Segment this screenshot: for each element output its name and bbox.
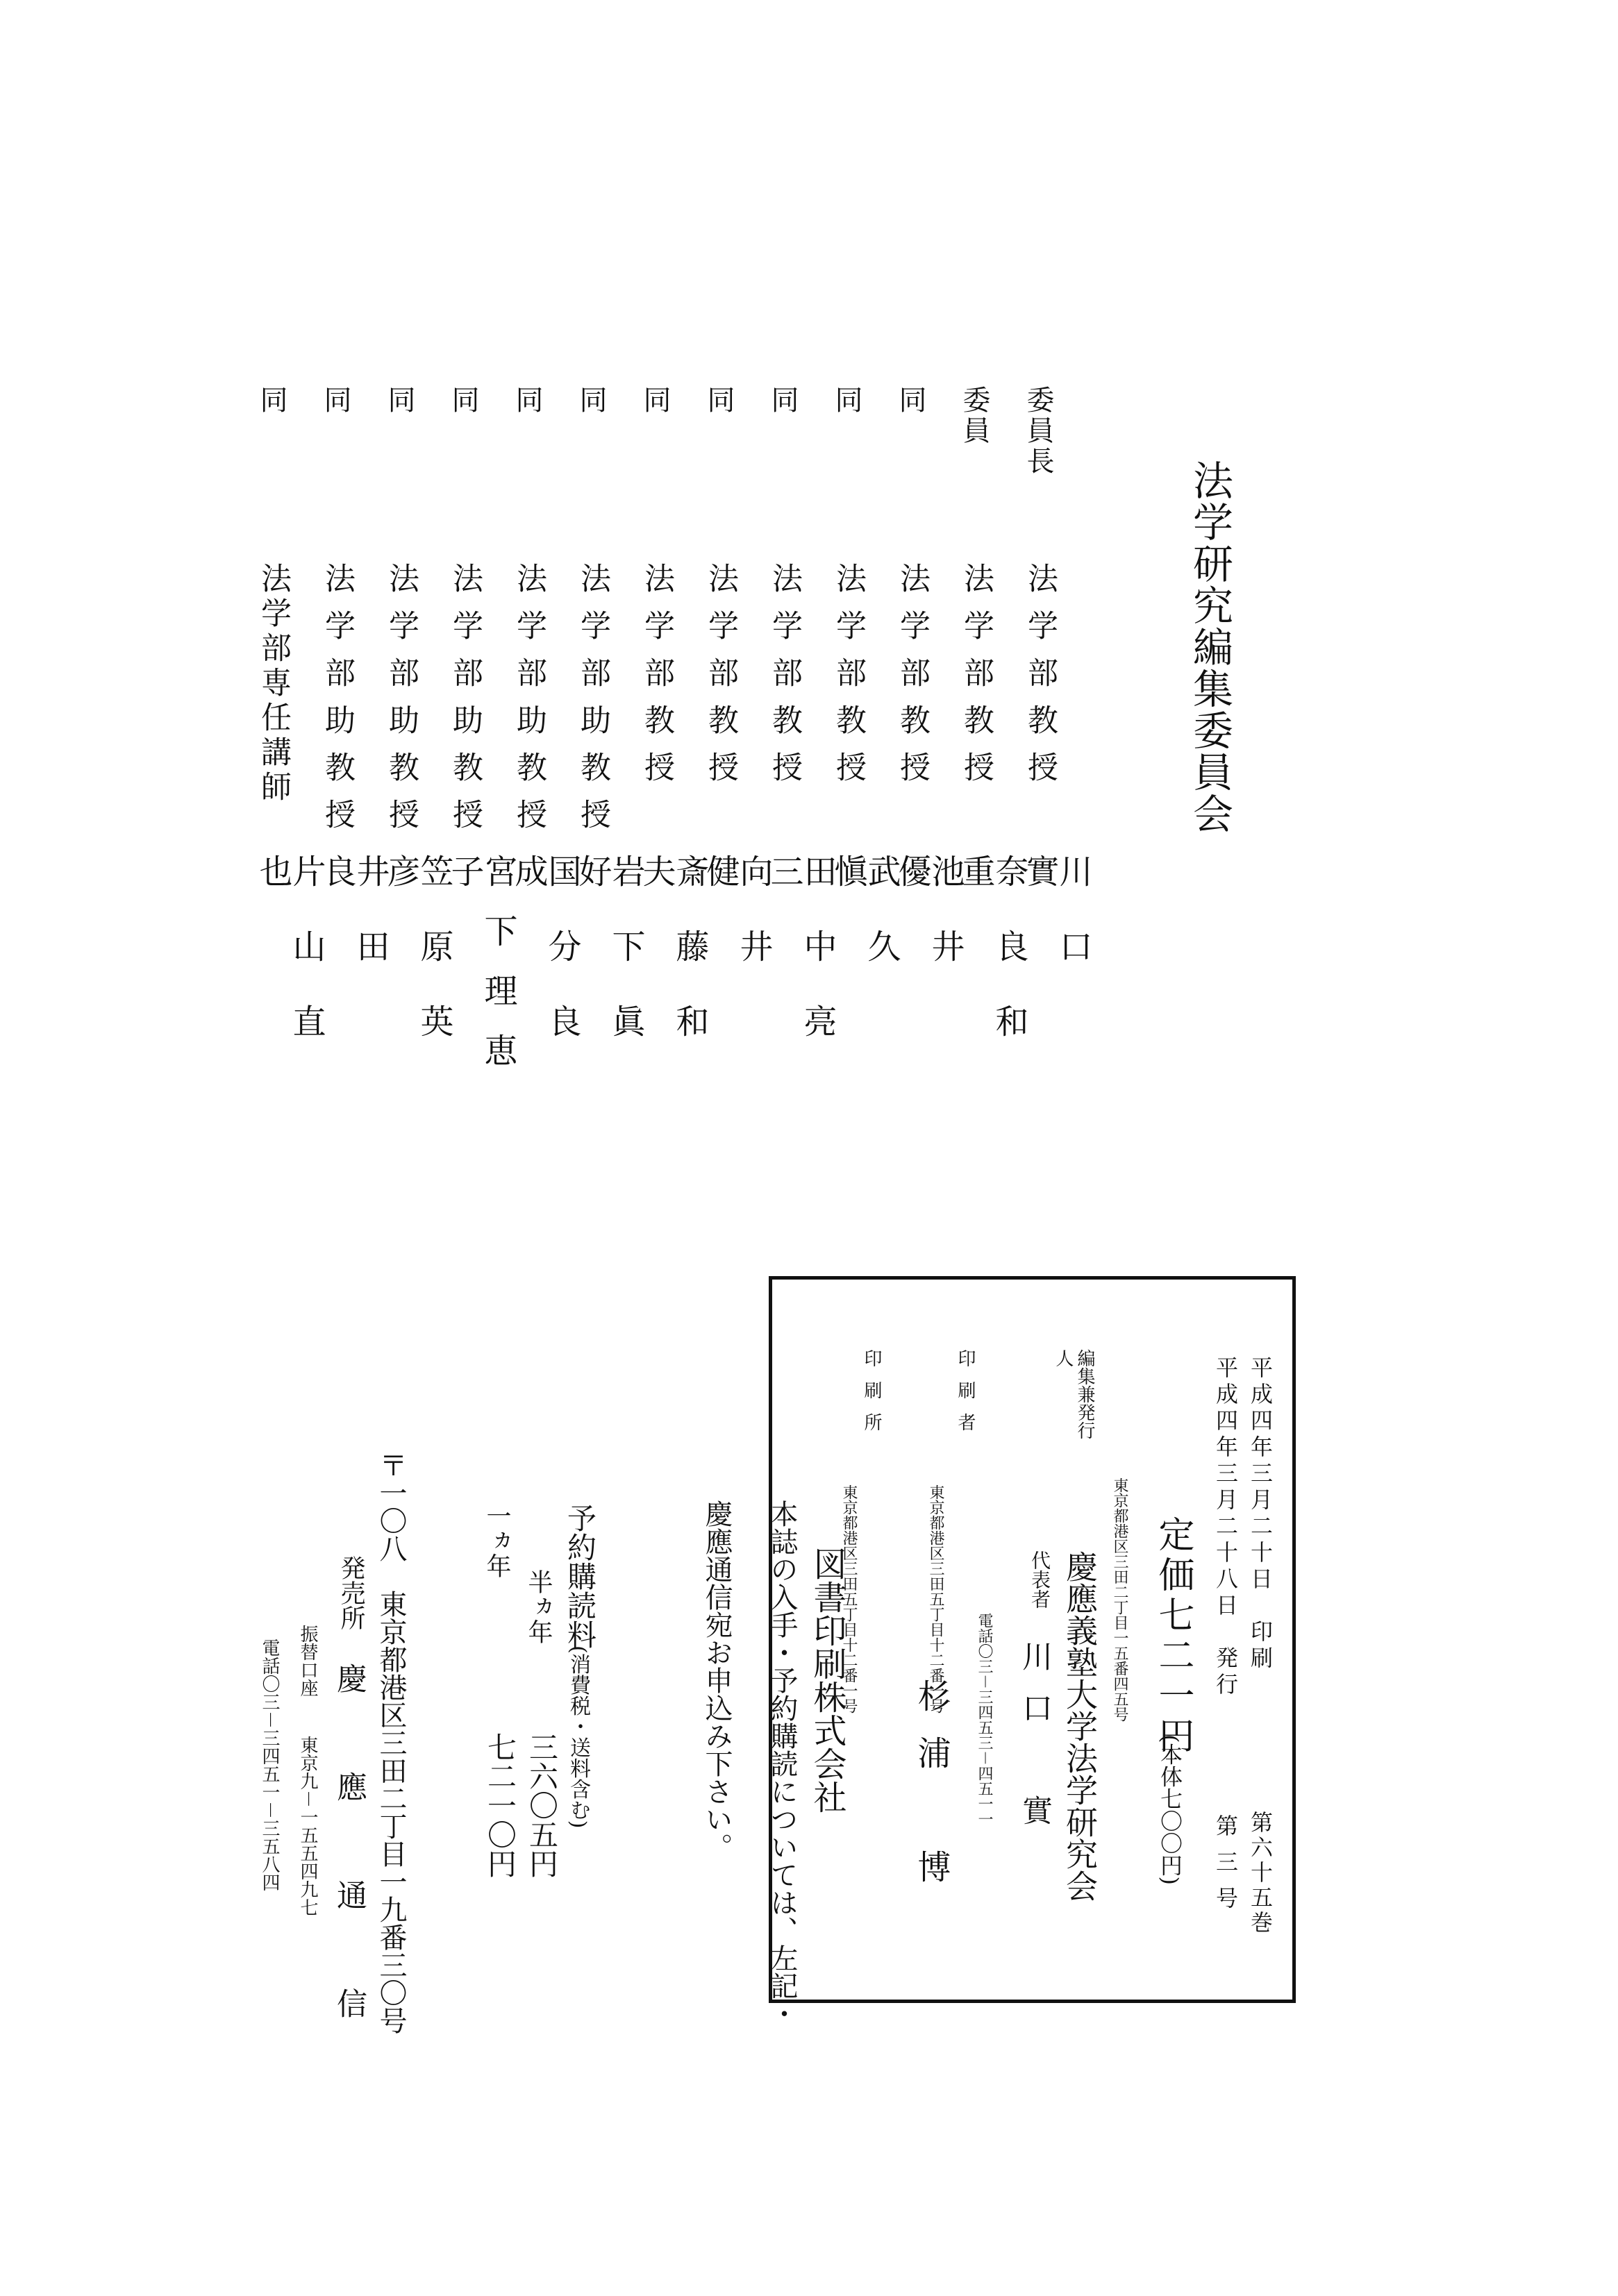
member-title: 法学部教授 <box>831 562 866 798</box>
subscription-notice: 本誌の入手・予約購読については、左記・慶應通信宛お申込み下さい。 <box>701 1500 798 2027</box>
volume-number: 第六十五巻 <box>1247 1811 1274 1936</box>
member-role: 同 <box>319 385 351 416</box>
publisher-address: 東京都港区三田二丁目一五番四五号 <box>1111 1477 1128 1722</box>
member-title: 法学部教授 <box>767 562 802 798</box>
member-role: 同 <box>703 385 735 416</box>
print-company-address: 東京都港区三田五丁目十二番一号 <box>840 1484 858 1713</box>
fee-note: (消費税・送料含む) <box>566 1645 590 1829</box>
member-title: 法学部助教授 <box>447 562 483 846</box>
member-role: 同 <box>575 385 607 416</box>
member-name: 斎藤和夫 <box>637 854 709 1079</box>
member-name: 武久 愼 <box>828 854 901 1079</box>
print-date: 平成四年三月二十日 印刷 <box>1247 1356 1274 1673</box>
one-year-price: 七二一〇円 <box>483 1732 517 1878</box>
fee-title: 予約購読料 <box>563 1503 597 1649</box>
member-role: 同 <box>639 385 671 416</box>
distributor-name: 慶 應 通 信 <box>331 1663 367 2042</box>
distributor-label: 発売所 <box>337 1555 365 1630</box>
printer-name: 杉浦 博 <box>912 1679 951 1907</box>
member-name: 片山直也 <box>253 854 326 1079</box>
publisher-phone: 電話〇三－三四五三－四五一一 <box>976 1613 993 1827</box>
member-title: 法学部助教授 <box>319 562 355 846</box>
member-title: 法学部助教授 <box>383 562 419 846</box>
distributor-account: 東京九－一五五四九七 <box>297 1736 318 1917</box>
printer-label: 印刷者 <box>955 1349 976 1445</box>
print-company-label: 印刷所 <box>861 1349 882 1445</box>
issue-date: 平成四年三月二十八日 発行 <box>1212 1356 1239 1699</box>
half-year-label: 半ヵ年 <box>524 1569 553 1644</box>
member-role: 同 <box>511 385 543 416</box>
member-name: 笠原英彦 <box>381 854 453 1079</box>
issue-number: 第三号 <box>1212 1814 1239 1922</box>
price-note: (本体七〇〇円) <box>1157 1734 1183 1885</box>
publisher-label: 編集兼発行人 <box>1052 1349 1095 1439</box>
colophon-box <box>769 1276 1296 2003</box>
member-name: 岩下眞好 <box>573 854 645 1079</box>
representative-name: 川口 實 <box>1017 1641 1052 1846</box>
member-role: 同 <box>831 385 862 416</box>
member-title: 法学部教授 <box>1022 562 1058 798</box>
member-name: 宮下理恵子 <box>445 854 517 1093</box>
distributor-account-label: 振替口座 <box>297 1625 318 1697</box>
member-role: 同 <box>383 385 415 416</box>
committee-member <box>251 385 326 1135</box>
member-title: 法学部助教授 <box>575 562 610 846</box>
member-title: 法学部教授 <box>703 562 738 798</box>
member-name: 池井 優 <box>892 854 965 1079</box>
member-role: 委員 <box>958 385 990 446</box>
representative-label: 代表者 <box>1028 1550 1051 1609</box>
distributor-phone: 電話〇三－三四五一－三五八四 <box>259 1639 280 1892</box>
committee-title: 法学研究編集委員会 <box>1186 460 1233 835</box>
half-year-price: 三六〇五円 <box>525 1732 559 1878</box>
member-title: 法学部専任講師 <box>256 562 291 805</box>
member-title: 法学部教授 <box>894 562 930 798</box>
member-name: 井田 良 <box>317 854 390 1079</box>
member-role: 委員長 <box>1022 385 1054 477</box>
member-role: 同 <box>256 385 287 416</box>
member-role: 同 <box>447 385 479 416</box>
member-name: 奈良和重 <box>956 854 1028 1079</box>
member-title: 法学部助教授 <box>511 562 547 846</box>
member-title: 法学部教授 <box>958 562 994 798</box>
member-name: 向井 健 <box>701 854 773 1079</box>
member-role: 同 <box>894 385 926 416</box>
member-name: 川口 實 <box>1020 854 1092 1079</box>
price: 定価七二一円 <box>1152 1516 1194 1757</box>
printer-address: 東京都港区三田五丁目十二番一号 <box>927 1484 944 1713</box>
member-name: 田中亮三 <box>765 854 837 1079</box>
distributor-address: 〒一〇八 東京都港区三田二丁目一九番三〇号 <box>375 1451 407 2034</box>
member-title: 法学部教授 <box>639 562 674 798</box>
print-company-name: 図書印刷株式会社 <box>808 1547 846 1813</box>
member-name: 国分良成 <box>509 854 581 1079</box>
one-year-label: 一ヵ年 <box>483 1503 511 1578</box>
member-role: 同 <box>767 385 799 416</box>
publisher-name: 慶應義塾大学法学研究会 <box>1061 1550 1099 1902</box>
